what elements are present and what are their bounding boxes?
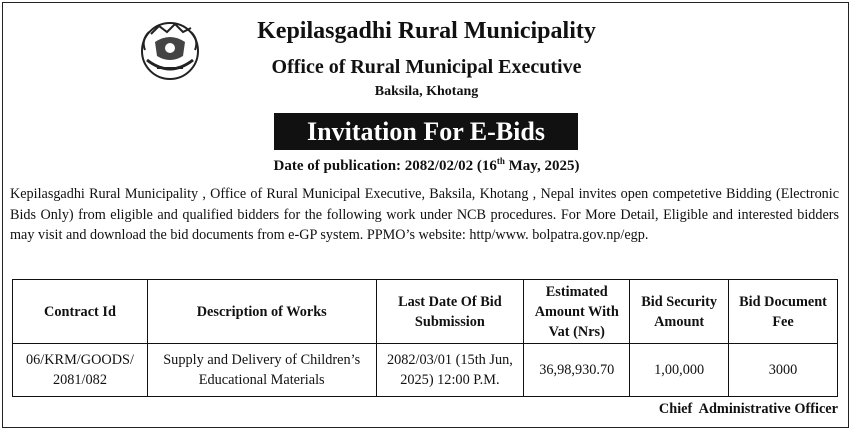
table-header-row: [13, 280, 838, 344]
notice-body: Kepilasgadhi Rural Municipality , Office of Rural Municipal Executive, Baksila, Khotang , Nepal invites open competetive Bidding (Electronic Bids Only) from eligible and qualified bidders for the following work under NCB procedures. For More Detail, Eligible and interested bidders may visit and download the bid documents from e-GP system. PPMO’s website: http/www. bolpatra.gov.np/egp.: [10, 186, 839, 243]
header-contract-id: Contract Id: [13, 280, 148, 344]
publication-date-label: Date of publication: 2082/02/02 (16: [273, 158, 497, 174]
cell-estimated-amount: 36,98,930.70: [524, 344, 630, 397]
signatory: Chief Administrative Officer: [658, 401, 838, 417]
cell-document-fee: 3000: [729, 344, 838, 397]
header-bid-security: Bid Security Amount: [630, 280, 729, 344]
publication-date: [0, 156, 853, 175]
bid-table: [12, 279, 838, 397]
header-description: Description of Works: [147, 280, 376, 344]
header-last-date: Last Date Of Bid Submission: [376, 280, 524, 344]
office-name: Office of Rural Municipal Executive: [271, 56, 582, 78]
header-document-fee: Bid Document Fee: [729, 280, 838, 344]
org-name: Kepilasgadhi Rural Municipality: [257, 18, 596, 44]
cell-contract-id: 06/KRM/GOODS/ 2081/082: [13, 344, 148, 397]
cell-last-date: 2082/03/01 (15th Jun, 2025) 12:00 P.M.: [376, 344, 524, 397]
publication-date-tail: May, 2025): [504, 158, 580, 174]
cell-description: Supply and Delivery of Children’s Educational Materials: [147, 344, 376, 397]
header-estimated-amount: Estimated Amount With Vat (Nrs): [524, 280, 630, 344]
notice-title-banner: Invitation For E-Bids: [274, 113, 578, 150]
table-row: [13, 344, 838, 397]
cell-bid-security: 1,00,000: [630, 344, 729, 397]
office-location: Baksila, Khotang: [374, 84, 479, 99]
publication-date-suffix: th: [496, 156, 505, 166]
